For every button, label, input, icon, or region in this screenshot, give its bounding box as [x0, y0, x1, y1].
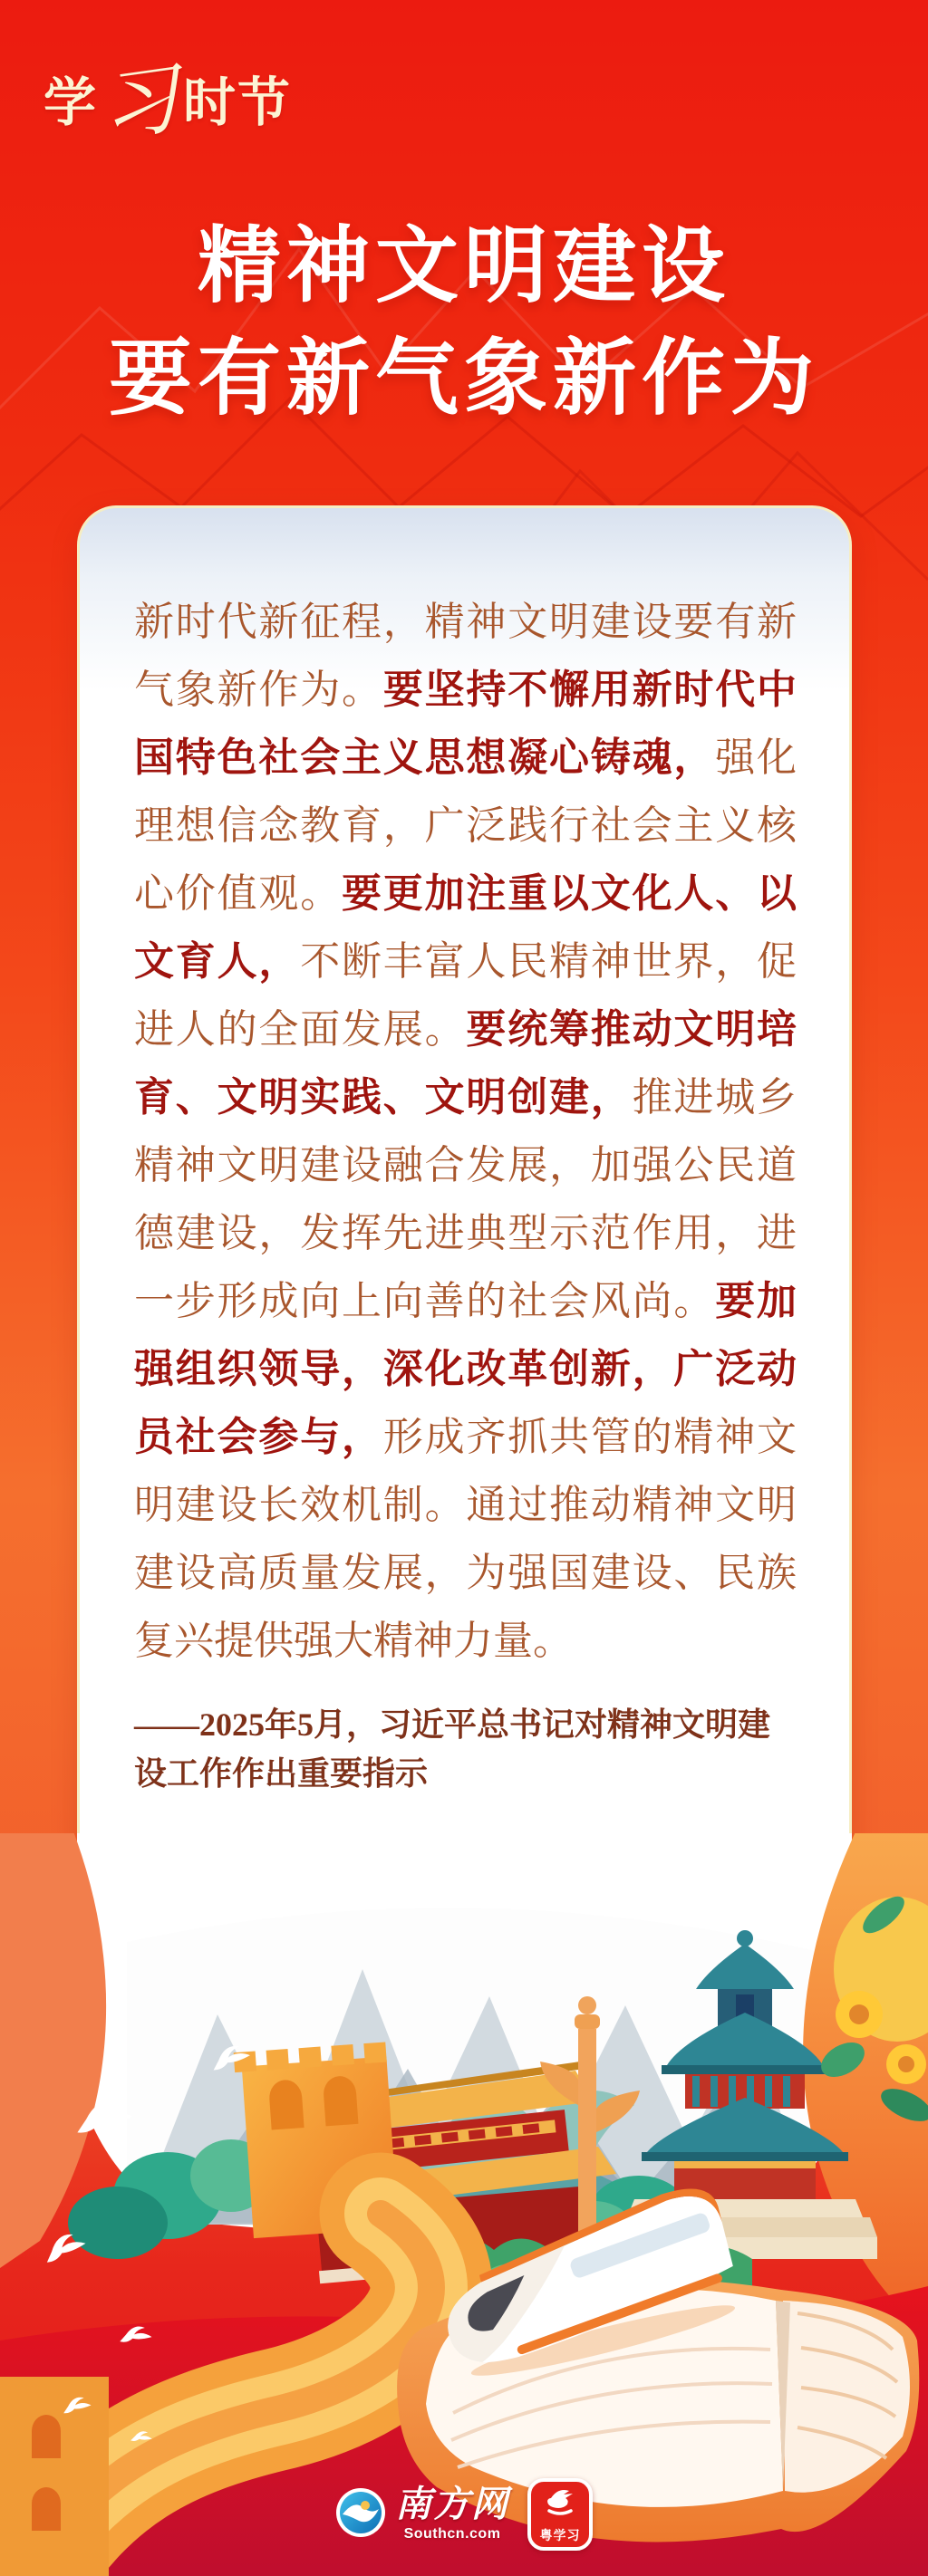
southcn-globe-icon: [335, 2487, 386, 2542]
brand-logo-char: 节: [237, 73, 293, 133]
page-title: [0, 210, 928, 435]
yuexuexi-label: 粤学习: [539, 2528, 581, 2542]
brand-logo-char: 学: [44, 73, 99, 133]
footer-logos: [0, 2478, 928, 2551]
quote-card: [77, 505, 852, 1918]
southcn-domain: Southcn.com: [403, 2526, 501, 2542]
brand-logo-char-calligraphic: 习: [95, 54, 187, 152]
quote-attribution: ——2025年5月，习近平总书记对精神文明建设工作作出重要指示: [134, 1706, 771, 1792]
quote-text: 新时代新征程，精神文明建设要有新气象新作为。要坚持不懈用新时代中国特色社会主义思想凝心铸魂，强化理想信念教育，广泛践行社会主义核心价值观。要更加注重以文化人、以文育人，不断丰富人民精神世界，促进人的全面发展。要统筹推动文明培育、文明实践、文明创建，推进城乡精神文明建设融合发展，加强公民道德建设，发挥先进典型示范作用，进一步形成向上向善的社会风尚。要加强组织领导，深化改革创新，广泛动员社会参与，形成齐抓共管的精神文明建设长效机制。通过推动精神文明建设高质量发展，为强国建设、民族复兴提供强大精神力量。: [134, 600, 798, 1663]
title-line-1: 精神文明建设: [197, 220, 730, 312]
bottom-illustration: [0, 1833, 928, 2576]
southcn-name: 南方网: [395, 2485, 509, 2524]
brand-logo: [44, 54, 293, 152]
yuexuexi-bird-icon: [542, 2485, 578, 2529]
yuexuexi-logo: [527, 2478, 593, 2551]
southcn-logo: [335, 2486, 509, 2542]
brand-logo-char: 时: [183, 73, 238, 133]
title-line-2: 要有新气象新作为: [108, 332, 819, 425]
